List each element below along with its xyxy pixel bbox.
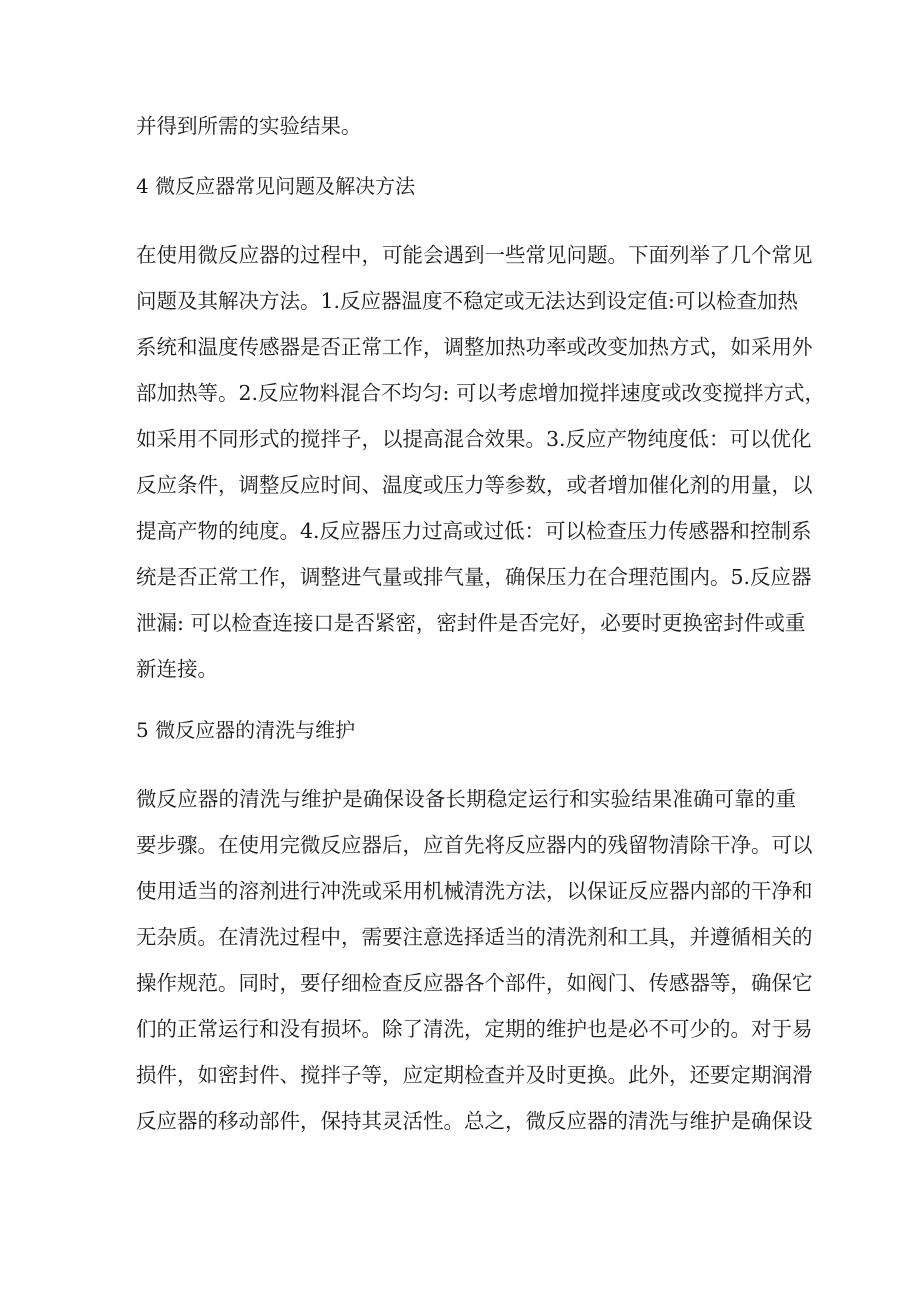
paragraph-line: 损件，如密封件、搅拌子等，应定期检查并及时更换。此外，还要定期润滑	[136, 1063, 813, 1087]
paragraph-line: 泄漏: 可以检查连接口是否紧密，密封件是否完好，必要时更换密封件或重	[136, 611, 806, 635]
section-4-heading: 4 微反应器常见问题及解决方法	[136, 174, 416, 198]
paragraph-line: 反应器的移动部件，保持其灵活性。总之，微反应器的清洗与维护是确保设	[136, 1109, 813, 1133]
paragraph-line: 操作规范。同时，要仔细检查反应器各个部件，如阀门、传感器等，确保它	[136, 971, 813, 995]
paragraph-line: 要步骤。在使用完微反应器后，应首先将反应器内的残留物清除干净。可以	[136, 833, 813, 857]
paragraph-line: 无杂质。在清洗过程中，需要注意选择适当的清洗剂和工具，并遵循相关的	[136, 925, 813, 949]
paragraph-line: 统是否正常工作，调整进气量或排气量，确保压力在合理范围内。5.反应器	[136, 565, 812, 589]
paragraph-line: 问题及其解决方法。1.反应器温度不稳定或无法达到设定值:可以检查加热	[136, 289, 798, 313]
paragraph-line: 微反应器的清洗与维护是确保设备长期稳定运行和实验结果准确可靠的重	[136, 787, 796, 811]
paragraph-line: 反应条件，调整反应时间、温度或压力等参数，或者增加催化剂的用量，以	[136, 473, 813, 497]
paragraph-line: 使用适当的溶剂进行冲洗或采用机械清洗方法，以保证反应器内部的干净和	[136, 879, 813, 903]
paragraph-line: 在使用微反应器的过程中，可能会遇到一些常见问题。下面列举了几个常见	[136, 243, 813, 267]
paragraph-line: 们的正常运行和没有损坏。除了清洗，定期的维护也是必不可少的。对于易	[136, 1017, 813, 1041]
paragraph-line: 新连接。	[136, 657, 218, 681]
paragraph-line: 如采用不同形式的搅拌子，以提高混合效果。3.反应产物纯度低：可以优化	[136, 427, 812, 451]
paragraph-line: 提高产物的纯度。4.反应器压力过高或过低：可以检查压力传感器和控制系	[136, 519, 812, 543]
section-5-heading: 5 微反应器的清洗与维护	[136, 718, 356, 742]
paragraph-line: 部加热等。2.反应物料混合不均匀: 可以考虑增加搅拌速度或改变搅拌方式，	[136, 381, 825, 405]
intro-tail-text: 并得到所需的实验结果。	[136, 114, 362, 138]
paragraph-line: 系统和温度传感器是否正常工作，调整加热功率或改变加热方式，如采用外	[136, 335, 813, 359]
